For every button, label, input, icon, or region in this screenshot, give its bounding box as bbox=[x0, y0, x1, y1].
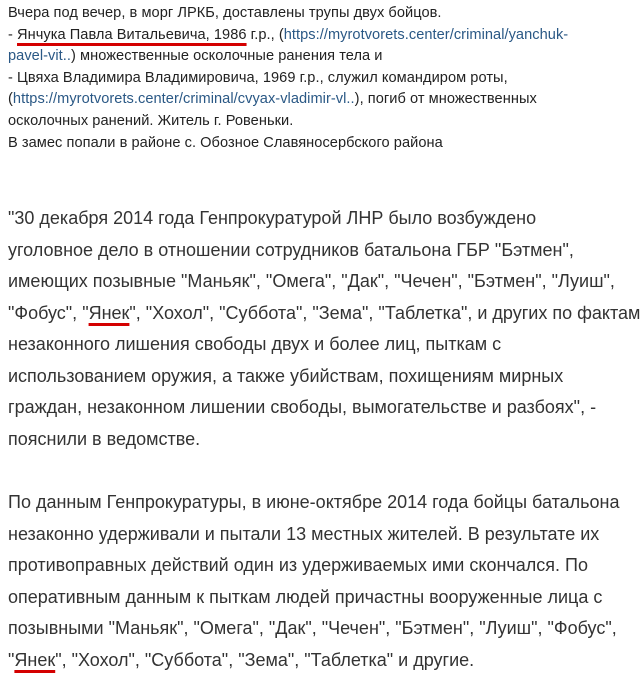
post-text: - bbox=[8, 27, 17, 43]
article-paragraph bbox=[8, 203, 640, 455]
profile-link[interactable]: https://myrotvorets.center/criminal/cvyax-vladimir-vl.. bbox=[13, 91, 355, 107]
news-article bbox=[8, 203, 640, 676]
article-line: пояснили в ведомстве. bbox=[8, 424, 640, 456]
article-line: незаконно удерживали и пытали 13 местных жителей. В результате их bbox=[8, 519, 640, 551]
article-line: позывными "Маньяк", "Омега", "Дак", "Чечен", "Бэтмен", "Луиш", "Фобус", bbox=[8, 613, 640, 645]
post-text: В замес попали в районе с. Обозное Славяносербского района bbox=[8, 135, 443, 151]
post-line bbox=[8, 68, 638, 90]
article-line: противоправных действий один из удерживаемых ими скончался. По bbox=[8, 550, 640, 582]
article-text: ", "Хохол", "Суббота", "Зема", "Таблетка", и других по фактам bbox=[129, 303, 640, 323]
article-line: оперативным данным к пыткам людей причастны вооруженные лица с bbox=[8, 582, 640, 614]
post-text: ), погиб от множественных bbox=[355, 91, 537, 107]
article-paragraph bbox=[8, 487, 640, 676]
post-line bbox=[8, 46, 638, 68]
paragraph-gap bbox=[8, 455, 640, 487]
highlighted-name: Янчука Павла Витальевича, 1986 bbox=[17, 27, 247, 43]
article-line: По данным Генпрокуратуры, в июне-октябре 2014 года бойцы батальона bbox=[8, 487, 640, 519]
post-text: Вчера под вечер, в морг ЛРКБ, доставлены трупы двух бойцов. bbox=[8, 5, 442, 21]
article-line: незаконного лишения свободы двух и более лиц, пыткам с bbox=[8, 329, 640, 361]
post-line bbox=[8, 25, 638, 47]
article-text: "Фобус", " bbox=[8, 303, 89, 323]
post-text: ( bbox=[8, 91, 13, 107]
profile-link-continuation[interactable]: pavel-vit.. bbox=[8, 48, 71, 64]
post-text: г.р., ( bbox=[247, 27, 284, 43]
post-text: - Цвяха Владимира Владимировича, 1969 г.р., служил командиром роты, bbox=[8, 70, 508, 86]
article-text: ", "Хохол", "Суббота", "Зема", "Таблетка" и другие. bbox=[55, 650, 474, 670]
social-post bbox=[8, 3, 638, 154]
article-line bbox=[8, 298, 640, 330]
article-line: использованием оружия, а также убийствам, похищениям мирных bbox=[8, 361, 640, 393]
article-line: имеющих позывные "Маньяк", "Омега", "Дак", "Чечен", "Бэтмен", "Луиш", bbox=[8, 266, 640, 298]
article-text: " bbox=[8, 650, 14, 670]
article-line bbox=[8, 645, 640, 676]
post-text: осколочных ранений. Житель г. Ровеньки. bbox=[8, 113, 293, 129]
article-line: граждан, незаконном лишении свободы, вымогательстве и разбоях", - bbox=[8, 392, 640, 424]
post-line bbox=[8, 3, 638, 25]
article-line: "30 декабря 2014 года Генпрокуратурой ЛНР было возбуждено bbox=[8, 203, 640, 235]
profile-link[interactable]: https://myrotvorets.center/criminal/yanchuk- bbox=[284, 27, 568, 43]
highlighted-callsign: Янек bbox=[89, 303, 130, 323]
post-text: ) множественные осколочные ранения тела и bbox=[71, 48, 382, 64]
article-line: уголовное дело в отношении сотрудников батальона ГБР "Бэтмен", bbox=[8, 235, 640, 267]
highlighted-callsign: Янек bbox=[14, 650, 55, 670]
post-line bbox=[8, 133, 638, 155]
post-line bbox=[8, 89, 638, 111]
post-line bbox=[8, 111, 638, 133]
